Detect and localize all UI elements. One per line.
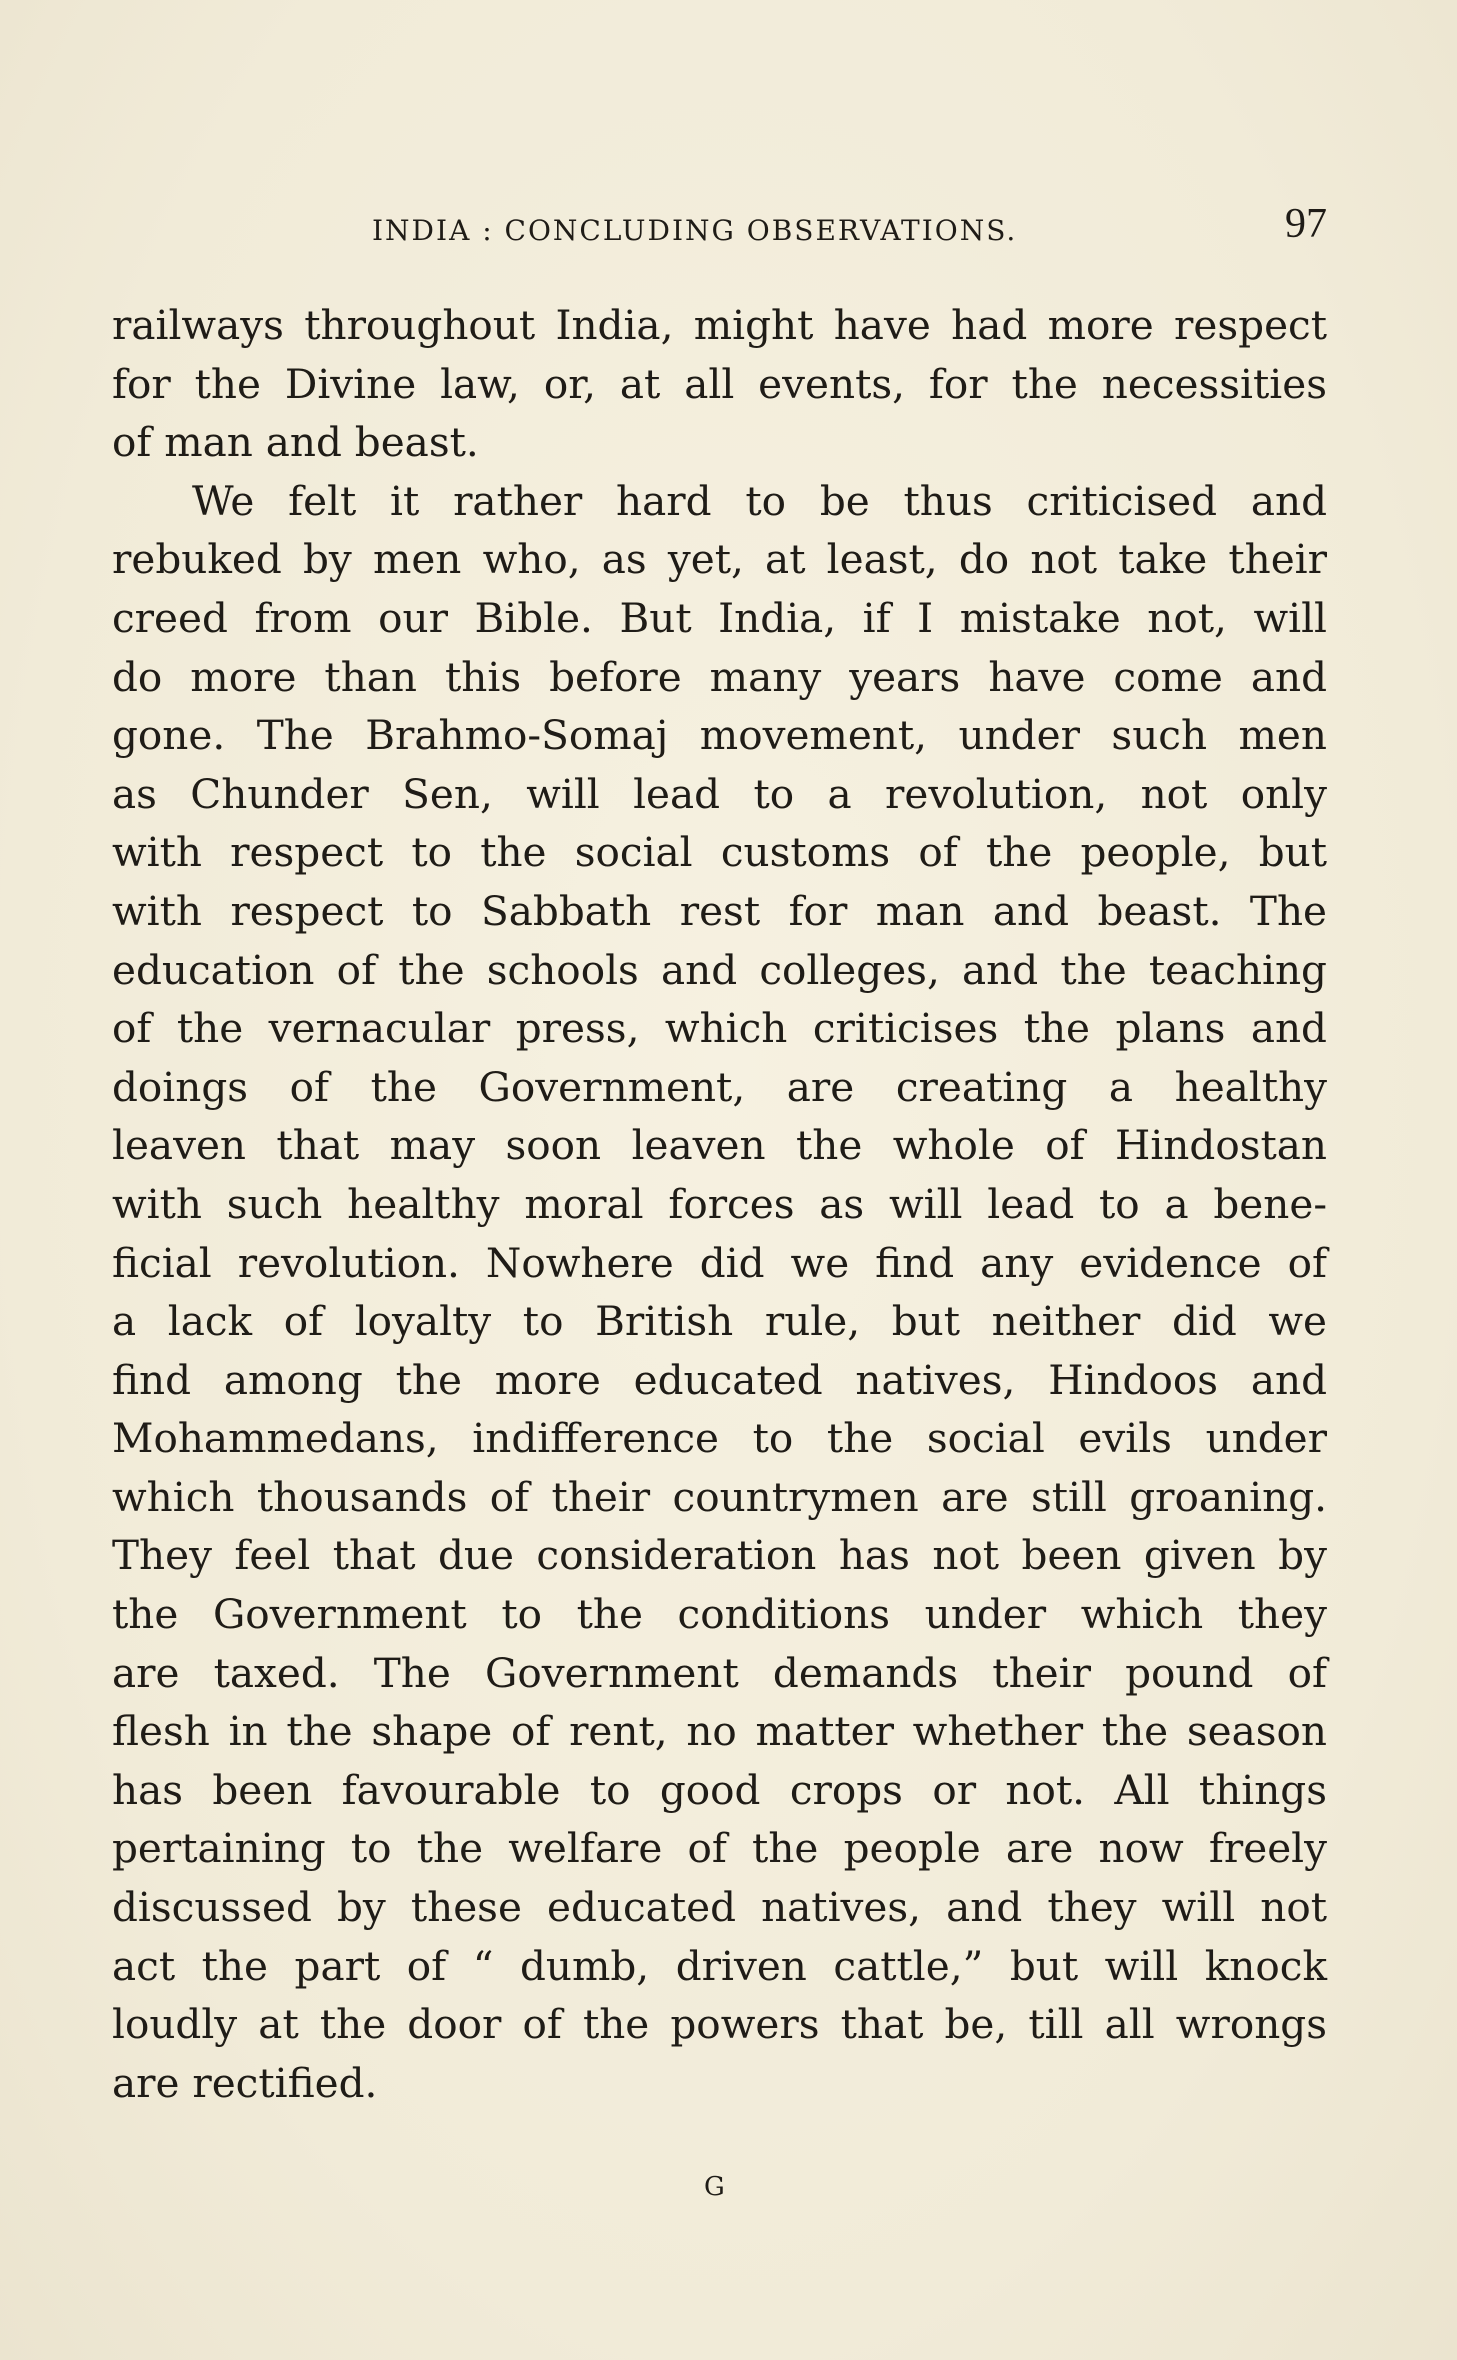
running-head: INDIA : CONCLUDING OBSERVATIONS.: [372, 214, 1018, 247]
text-line: with respect to Sabbath rest for man and beast. The: [112, 886, 1327, 935]
text-line: of man and beast.: [112, 418, 479, 467]
text-line: which thousands of their countrymen are still groaning.: [112, 1472, 1327, 1521]
text-line: leaven that may soon leaven the whole of Hindostan: [112, 1121, 1327, 1170]
text-line: loudly at the door of the powers that be, till all wrongs: [112, 2000, 1327, 2049]
page-header: [112, 200, 1327, 252]
text-line: of the vernacular press, which criticises the plans and: [112, 1004, 1327, 1053]
text-line: education of the schools and colleges, and the teaching: [112, 945, 1327, 994]
paragraph-first-line: We felt it rather hard to be thus criticised and: [192, 476, 1327, 525]
text-line: with respect to the social customs of the people, but: [112, 828, 1327, 877]
text-line: the Government to the conditions under which they: [112, 1590, 1327, 1639]
signature-mark: G: [704, 2172, 726, 2202]
text-line: flesh in the shape of rent, no matter whether the season: [112, 1707, 1327, 1756]
text-line: for the Divine law, or, at all events, for the necessities: [112, 359, 1327, 408]
text-line: railways throughout India, might have had more respect: [112, 301, 1327, 349]
text-line: a lack of loyalty to British rule, but neither did we: [112, 1297, 1327, 1346]
text-line: with such healthy moral forces as will lead to a bene-: [112, 1179, 1327, 1228]
text-line: doings of the Government, are creating a healthy: [112, 1062, 1327, 1111]
text-line: act the part of “ dumb, driven cattle,” but will knock: [112, 1941, 1327, 1990]
text-line: rebuked by men who, as yet, at least, do not take their: [112, 535, 1327, 584]
text-line: are rectified.: [112, 2058, 378, 2107]
text-line: gone. The Brahmo-Somaj movement, under such men: [112, 711, 1327, 760]
body-text: [112, 296, 1327, 2112]
text-line: are taxed. The Government demands their pound of: [112, 1648, 1327, 1697]
text-line: has been favourable to good crops or not. All things: [112, 1765, 1327, 1814]
page-number: 97: [1285, 201, 1327, 247]
text-line: Mohammedans, indifference to the social evils under: [112, 1414, 1327, 1463]
text-line: discussed by these educated natives, and they will not: [112, 1883, 1327, 1932]
text-line: do more than this before many years have come and: [112, 652, 1327, 701]
text-line: find among the more educated natives, Hindoos and: [112, 1355, 1327, 1404]
text-line: pertaining to the welfare of the people are now freely: [112, 1824, 1327, 1873]
text-line: creed from our Bible. But India, if I mistake not, will: [112, 593, 1327, 642]
text-line: as Chunder Sen, will lead to a revolution, not only: [112, 769, 1327, 818]
text-line: ficial revolution. Nowhere did we find any evidence of: [112, 1238, 1327, 1287]
text-line: They feel that due consideration has not been given by: [112, 1531, 1327, 1580]
